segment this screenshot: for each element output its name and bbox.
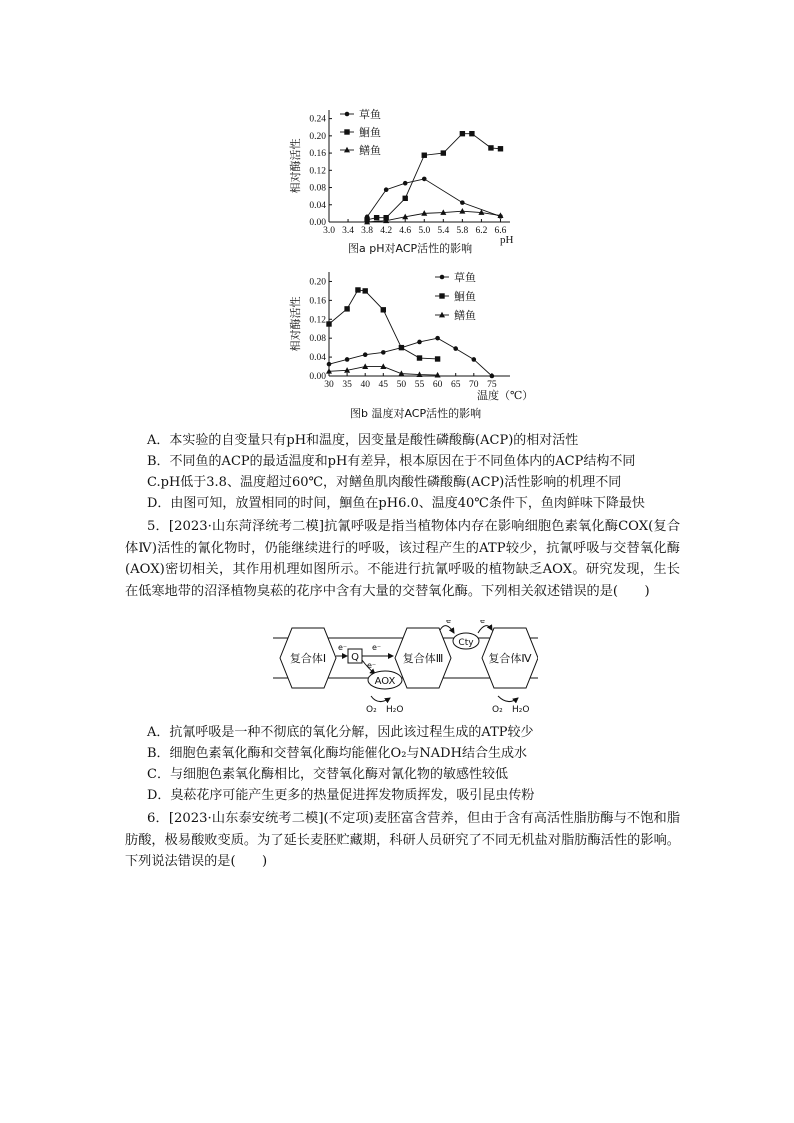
charta-legend-label: 草鱼 <box>359 109 381 121</box>
arrow-cty-c4 <box>478 626 492 633</box>
chartb-point-circle <box>363 352 368 357</box>
chartb-x-tick-label: 55 <box>414 380 425 390</box>
arrow-c4-water <box>498 696 518 702</box>
chartb-point-circle <box>417 340 422 345</box>
aox-label: AOX <box>374 676 396 687</box>
chartb-x-tick-label: 75 <box>487 380 497 390</box>
q4-option-d: D．由图可知，放置相同的时间，鮰鱼在pH6.0、温度40℃条件下，鱼肉鲜味下降最快 <box>147 496 645 511</box>
arrow-c3-cty <box>440 626 454 633</box>
chartb-y-label: 相对酶活性 <box>290 296 302 352</box>
chartb-x-tick-label: 35 <box>342 380 352 390</box>
charta-y-tick-label: 0.16 <box>309 149 326 160</box>
charta-y-tick-label: 0.24 <box>309 114 326 125</box>
chart-temp <box>285 262 545 411</box>
chartb-series-line-circle <box>329 338 492 376</box>
chartb-x-label: 温度（℃） <box>477 390 534 402</box>
q5-option-a: A．抗氰呼吸是一种不彻底的氧化分解，因此该过程生成的ATP较少 <box>147 725 534 740</box>
q5-source: [2023·山东菏泽统考二模] <box>168 519 325 534</box>
q6-number: 6． <box>147 811 169 826</box>
chartb-x-tick-label: 30 <box>324 380 334 390</box>
chartb-point-square <box>363 288 368 293</box>
chartb-legend-label: 鳝鱼 <box>454 310 476 322</box>
chartb-legend-marker <box>439 293 444 298</box>
chartb-legend-label: 鮰鱼 <box>454 291 476 303</box>
chartb-point-circle <box>490 374 495 379</box>
q4-option-a: A．本实验的自变量只有pH和温度，因变量是酸性磷酸酶(ACP)的相对活性 <box>147 433 579 448</box>
electron-label-2: e⁻ <box>372 643 382 652</box>
chartb-series-line-square <box>329 290 438 359</box>
charta-y-tick-label: 0.08 <box>309 183 326 194</box>
charta-x-tick-label: 3.4 <box>342 226 354 236</box>
charta-point-square <box>441 150 446 155</box>
chartb-y-tick-label: 0.16 <box>309 296 326 307</box>
charta-point-square <box>469 131 474 136</box>
chart-temp-svg <box>285 262 545 407</box>
charta-x-tick-label: 4.6 <box>399 226 412 236</box>
complex4-label: 复合体Ⅳ <box>488 652 532 665</box>
charta-x-tick-label: 5.0 <box>418 226 431 236</box>
respiration-diagram <box>268 620 538 719</box>
charta-x-tick-label: 6.6 <box>494 226 507 236</box>
aox-o2-label: O₂ <box>366 705 377 715</box>
charta-point-circle <box>384 187 389 192</box>
electron-label-5: e⁻ <box>480 620 490 625</box>
chartb-y-tick-label: 0.00 <box>309 372 326 382</box>
chartb-x-tick-label: 45 <box>378 380 389 390</box>
q4-option-c: C.pH低于3.8、温度超过60℃，对鳝鱼肌肉酸性磷酸酶(ACP)活性影响的机理不同 <box>147 475 622 490</box>
c4-h2o-label: H₂O <box>512 705 530 715</box>
charta-x-tick-label: 5.8 <box>456 226 469 236</box>
chart-temp-caption: 图b 温度对ACP活性的影响 <box>350 407 482 420</box>
chart-ph-svg <box>285 100 545 260</box>
charta-legend-label: 鮰鱼 <box>359 127 381 139</box>
q-label: Q <box>351 652 359 663</box>
chartb-point-square <box>344 306 349 311</box>
chartb-point-circle <box>453 346 458 351</box>
charta-point-circle <box>403 181 408 186</box>
complex1-label: 复合体Ⅰ <box>289 652 327 665</box>
chartb-x-tick-label: 50 <box>396 380 407 390</box>
q5-stem <box>125 516 680 602</box>
chartb-legend-label: 草鱼 <box>454 272 476 284</box>
electron-label-1: e⁻ <box>338 643 348 652</box>
charta-y-tick-label: 0.20 <box>309 131 326 142</box>
chartb-point-square <box>399 345 404 350</box>
charta-legend-marker <box>344 129 349 134</box>
chartb-x-tick-label: 70 <box>469 380 479 390</box>
charta-point-square <box>374 215 379 220</box>
chartb-point-circle <box>472 357 477 362</box>
arrow-aox-water <box>371 696 390 702</box>
charta-y-tick-label: 0.00 <box>309 218 326 228</box>
chartb-point-circle <box>345 357 350 362</box>
chartb-point-square <box>417 355 422 360</box>
chartb-point-square <box>381 307 386 312</box>
chartb-y-tick-label: 0.12 <box>309 315 326 326</box>
chartb-point-square <box>435 356 440 361</box>
aox-h2o-label: H₂O <box>386 705 404 715</box>
chartb-point-circle <box>435 336 440 341</box>
charta-x-tick-label: 6.2 <box>475 226 488 236</box>
electron-label-4: e⁻ <box>446 620 456 625</box>
chartb-x-tick-label: 40 <box>360 380 370 390</box>
chart-ph-caption: 图a pH对ACP活性的影响 <box>348 242 473 255</box>
q4-option-b: B．不同鱼的ACP的最适温度和pH有差异，根本原因在于不同鱼体内的ACP结构不同 <box>147 454 636 469</box>
charta-x-label: pH <box>500 234 514 246</box>
charta-point-triangle <box>459 208 465 214</box>
charta-y-label: 相对酶活性 <box>290 138 302 194</box>
c4-o2-label: O₂ <box>492 705 503 715</box>
chartb-y-tick-label: 0.08 <box>309 334 326 345</box>
charta-x-tick-label: 3.8 <box>361 226 374 236</box>
q5-stem-text: 抗氰呼吸是指当植物体内存在影响细胞色素氧化酶COX(复合体Ⅳ)活性的氰化物时，仍能继续进行的呼吸，该过程产生的ATP较少，抗氰呼吸与交替氧化酶(AOX)密切相关，其作用机理如图所示。不能进行抗氰呼吸的植物缺乏AOX。研究发现，生长在低寒地带的沼泽植物臭菘的花序中含有大量的交替氧化酶。下列相关叙述错误的是( ) <box>125 519 681 599</box>
charta-series-line-square <box>367 134 500 220</box>
charta-x-tick-label: 3.0 <box>323 226 335 236</box>
chartb-legend-marker <box>440 275 445 280</box>
charta-point-square <box>403 196 408 201</box>
charta-legend-label: 鳝鱼 <box>359 145 381 157</box>
complex3-label: 复合体Ⅲ <box>402 652 444 665</box>
charta-point-square <box>460 131 465 136</box>
charta-y-tick-label: 0.12 <box>309 166 326 177</box>
chartb-point-square <box>355 287 360 292</box>
charta-legend-marker <box>345 112 350 117</box>
charta-x-tick-label: 4.2 <box>380 226 393 236</box>
q5-option-b: B．细胞色素氧化酶和交替氧化酶均能催化O₂与NADH结合生成水 <box>147 746 527 761</box>
chartb-y-tick-label: 0.04 <box>309 353 326 364</box>
q5-number: 5． <box>147 519 169 534</box>
cty-label: Cty <box>458 638 474 648</box>
charta-point-circle <box>422 177 427 182</box>
q6-source: [2023·山东泰安统考二模](不定项) <box>168 811 374 826</box>
charta-y-tick-label: 0.04 <box>309 200 326 211</box>
electron-label-3: e⁻ <box>367 661 377 670</box>
respiration-diagram-svg <box>268 620 538 715</box>
chartb-point-square <box>326 321 331 326</box>
charta-x-tick-label: 5.4 <box>437 226 450 236</box>
charta-point-square <box>422 153 427 158</box>
charta-point-square <box>498 146 503 151</box>
q5-option-d: D．臭菘花序可能产生更多的热量促进挥发物质挥发，吸引昆虫传粉 <box>147 788 535 803</box>
chartb-point-circle <box>381 350 386 355</box>
chartb-x-tick-label: 60 <box>432 380 443 390</box>
chartb-y-tick-label: 0.20 <box>309 277 326 288</box>
chartb-x-tick-label: 65 <box>450 380 461 390</box>
charta-point-circle <box>460 200 465 205</box>
q6-stem-text: 麦胚富含营养，但由于含有高活性脂肪酶与不饱和脂肪酸，极易酸败变质。为了延长麦胚贮藏期，科研人员研究了不同无机盐对脂肪酶活性的影响。下列说法错误的是( ) <box>125 811 681 869</box>
q5-option-c: C．与细胞色素氧化酶相比，交替氧化酶对氰化物的敏感性较低 <box>147 767 508 782</box>
charta-point-square <box>488 145 493 150</box>
q6-stem <box>125 808 680 873</box>
chartb-point-circle <box>327 362 332 367</box>
